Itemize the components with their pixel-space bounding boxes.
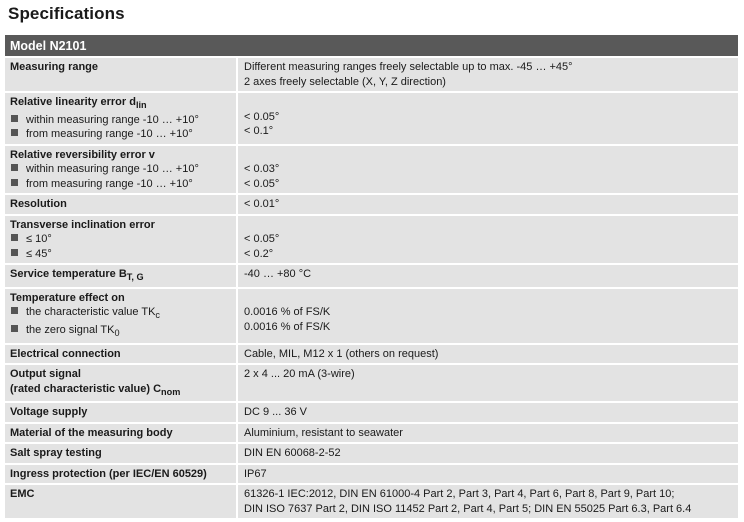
row-value-cell: [237, 344, 738, 365]
row-sub-item: within measuring range -10 … +10°: [10, 113, 231, 128]
table-row: [5, 464, 738, 485]
table-row: [5, 145, 738, 195]
row-value-line: -40 … +80 °C: [244, 268, 312, 281]
row-value-line: DIN ISO 7637 Part 2, DIN ISO 11452 Part 2, Part 4, Part 5; DIN EN 55025 Part 6.3, Part 6.4: [244, 502, 692, 515]
table-row: [5, 402, 738, 423]
row-value-line: < 0.01°: [244, 198, 280, 211]
bullet-square-icon: [11, 249, 18, 256]
row-value-line: [244, 148, 733, 163]
row-value-cell: [237, 92, 738, 145]
row-label: Voltage supply: [10, 406, 88, 419]
row-label-cell: [5, 145, 237, 195]
row-label-cell: [5, 423, 237, 444]
row-value-line: Aluminium, resistant to seawater: [244, 426, 403, 439]
model-header: Model N2101: [5, 35, 738, 57]
row-sub-item: within measuring range -10 … +10°: [10, 162, 231, 177]
row-value-line: < 0.1°: [244, 125, 274, 137]
bullet-square-icon: [11, 164, 18, 171]
row-value-line: Different measuring ranges freely selectable up to max. -45 … +45°: [244, 61, 573, 73]
row-value-line: DC 9 ... 36 V: [244, 406, 307, 419]
bullet-square-icon: [11, 307, 18, 314]
row-value-line: < 0.03°: [244, 163, 280, 176]
row-value-line: Cable, MIL, M12 x 1 (others on request): [244, 347, 439, 360]
row-label: Electrical connection: [10, 347, 121, 360]
row-value-line: 2 x 4 ... 20 mA (3-wire): [244, 368, 355, 381]
bullet-square-icon: [11, 115, 18, 122]
row-value-line: 61326-1 IEC:2012, DIN EN 61000-4 Part 2, Part 3, Part 4, Part 6, Part 8, Part 9, Part 10;: [244, 488, 675, 501]
row-label-cell: [5, 264, 237, 288]
row-value-cell: [237, 288, 738, 344]
sub-item-subscript: c: [155, 310, 160, 321]
page-title: Specifications: [8, 4, 125, 23]
row-label: Relative reversibility error v: [10, 148, 155, 161]
row-label: Transverse inclination error: [10, 218, 155, 231]
row-value-line: IP67: [244, 467, 267, 480]
row-value-line: < 0.2°: [244, 247, 274, 260]
row-value-cell: [237, 364, 738, 402]
table-row: [5, 57, 738, 92]
row-sub-item: from measuring range -10 … +10°: [10, 127, 231, 142]
table-row: [5, 288, 738, 344]
spec-body: [5, 57, 738, 518]
row-value-line: [244, 291, 733, 306]
row-label: Temperature effect on: [10, 291, 125, 304]
row-label-cell: [5, 92, 237, 145]
row-label-cell: [5, 57, 237, 92]
row-sub-item: the characteristic value $TK_c$: [10, 305, 231, 323]
row-label-cell: [5, 443, 237, 464]
row-value-line: < 0.05°: [244, 233, 280, 246]
table-row: [5, 264, 738, 288]
row-value-cell: [237, 402, 738, 423]
row-label-cell: [5, 344, 237, 365]
table-row: [5, 443, 738, 464]
row-sub-item: the zero signal $TK_0$: [10, 323, 231, 341]
row-value-line: [244, 382, 733, 397]
table-row: [5, 344, 738, 365]
row-value-line: [244, 95, 733, 110]
row-label-second-line: (rated characteristic value) $C_{nom}$: [10, 382, 181, 397]
row-label: Relative linearity error $d_{lin}$: [10, 96, 147, 111]
table-row: [5, 194, 738, 215]
row-value-cell: [237, 484, 738, 518]
table-row: [5, 364, 738, 402]
row-label-cell: [5, 194, 237, 215]
spec-table: [5, 35, 738, 518]
row-label: Measuring range: [10, 61, 99, 73]
sub-item-subscript: 0: [114, 328, 120, 339]
table-row: [5, 215, 738, 265]
row-label: Service temperature $B_{T, G}$: [10, 268, 144, 283]
bullet-square-icon: [11, 234, 18, 241]
row-sub-item: from measuring range -10 … +10°: [10, 177, 231, 192]
table-row: [5, 92, 738, 145]
row-value-cell: [237, 194, 738, 215]
row-sub-item: ≤ 45°: [10, 247, 231, 262]
table-header-row: [5, 35, 738, 57]
row-value-line: < 0.05°: [244, 110, 280, 123]
row-label: Output signal: [10, 368, 81, 381]
row-label-cell: [5, 464, 237, 485]
row-value-cell: [237, 57, 738, 92]
row-label-cell: [5, 288, 237, 344]
row-value-cell: [237, 464, 738, 485]
row-value-cell: [237, 443, 738, 464]
row-label: Ingress protection (per IEC/EN 60529): [10, 467, 207, 480]
row-label-cell: [5, 484, 237, 518]
row-value-line: [244, 218, 733, 233]
row-label: Material of the measuring body: [10, 426, 173, 439]
row-label: Salt spray testing: [10, 447, 102, 460]
row-label-cell: [5, 364, 237, 402]
row-sub-item: ≤ 10°: [10, 232, 231, 247]
row-value-line: < 0.05°: [244, 177, 280, 190]
bullet-square-icon: [11, 129, 18, 136]
row-value-cell: [237, 145, 738, 195]
table-row: [5, 423, 738, 444]
bullet-square-icon: [11, 325, 18, 332]
row-label-cell: [5, 402, 237, 423]
bullet-square-icon: [11, 179, 18, 186]
row-value-line: DIN EN 60068-2-52: [244, 447, 341, 460]
row-value-cell: [237, 423, 738, 444]
row-label: EMC: [10, 488, 35, 501]
row-value-line: 2 axes freely selectable (X, Y, Z direction): [244, 75, 446, 88]
row-label-cell: [5, 215, 237, 265]
row-value-cell: [237, 215, 738, 265]
row-value-cell: [237, 264, 738, 288]
row-label-subscript: lin: [135, 100, 147, 111]
row-label: Resolution: [10, 198, 67, 211]
row-value-line: 0.0016 % of FS/K: [244, 320, 331, 333]
row-label-subscript: T, G: [126, 272, 144, 283]
row-label-subscript: nom: [161, 386, 181, 397]
table-row: [5, 484, 738, 518]
row-value-line: 0.0016 % of FS/K: [244, 306, 331, 319]
